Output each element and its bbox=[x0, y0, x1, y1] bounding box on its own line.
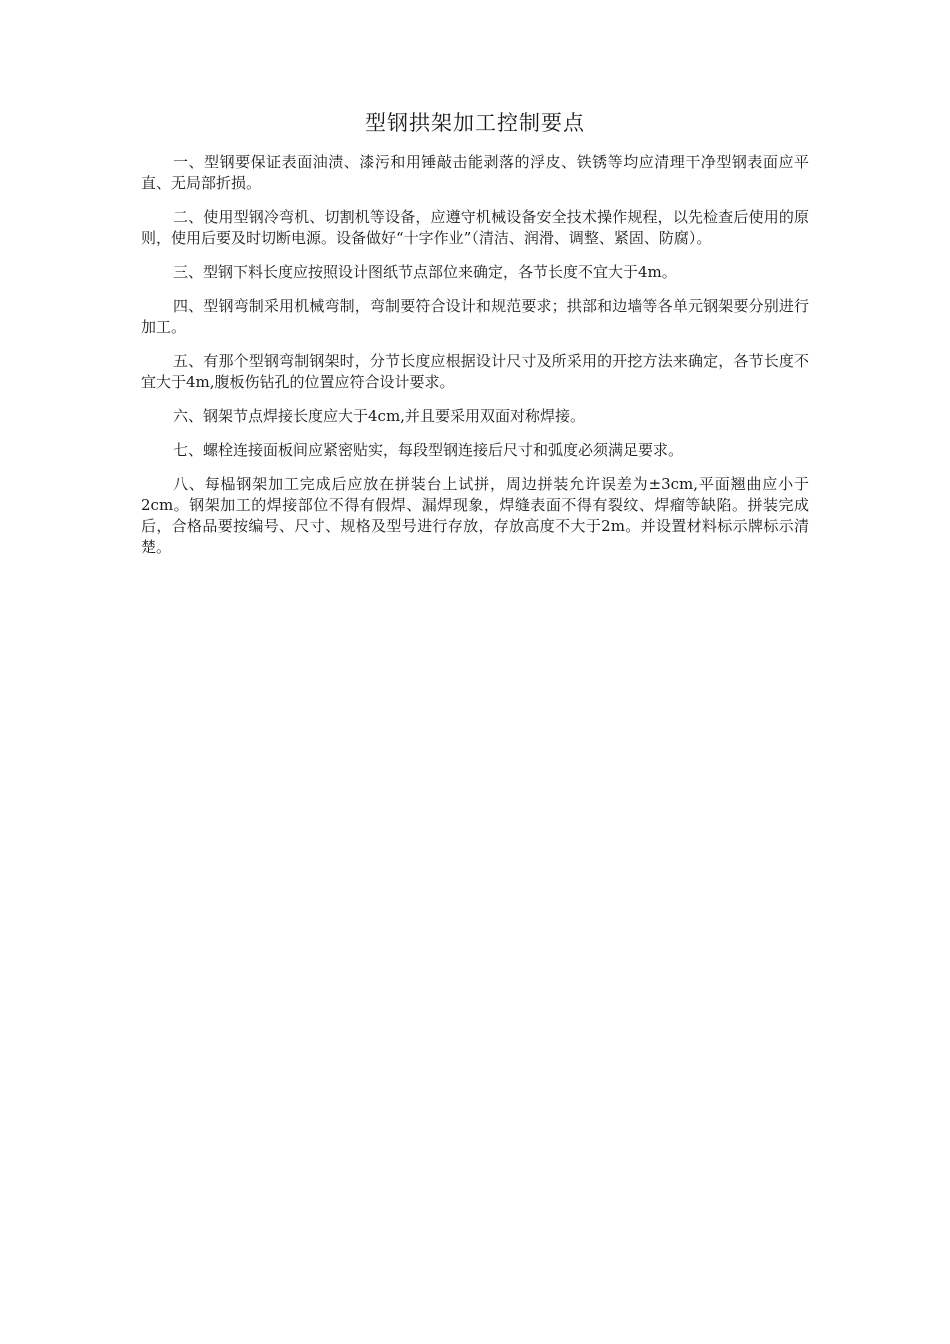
paragraph-3: 三、型钢下料长度应按照设计图纸节点部位来确定，各节长度不宜大于4m。 bbox=[173, 263, 677, 281]
paragraph-4: 四、型钢弯制采用机械弯制，弯制要符合设计和规范要求；拱部和边墙等各单元钢架要分别进行加工。 bbox=[141, 297, 809, 336]
paragraph-5: 五、有那个型钢弯制钢架时，分节长度应根据设计尺寸及所采用的开挖方法来确定，各节长度不宜大于4m,腹板伤钻孔的位置应符合设计要求。 bbox=[141, 352, 809, 391]
paragraph-8: 八、每榀钢架加工完成后应放在拼装台上试拼，周边拼装允许误差为±3cm,平面翘曲应小于2cm。钢架加工的焊接部位不得有假焊、漏焊现象，焊缝表面不得有裂纹、焊瘤等缺陷。拼装完成后，合格品要按编号、尺寸、规格及型号进行存放，存放高度不大于2m。并设置材料标示牌标示清楚。 bbox=[141, 475, 809, 556]
paragraph-1: 一、型钢要保证表面油渍、漆污和用锤敲击能剥落的浮皮、铁锈等均应清理干净型钢表面应平直、无局部折损。 bbox=[141, 153, 809, 192]
document-title: 型钢拱架加工控制要点 bbox=[365, 111, 585, 135]
paragraph-7: 七、螺栓连接面板间应紧密贴实，每段型钢连接后尺寸和弧度必须满足要求。 bbox=[173, 441, 684, 459]
document-body bbox=[141, 108, 809, 571]
paragraph-6: 六、钢架节点焊接长度应大于4cm,并且要采用双面对称焊接。 bbox=[173, 407, 585, 425]
paragraph-2: 二、使用型钢冷弯机、切割机等设备，应遵守机械设备安全技术操作规程，以先检查后使用的原则，使用后要及时切断电源。设备做好“十字作业”（清洁、润滑、调整、紧固、防腐）。 bbox=[141, 208, 809, 247]
